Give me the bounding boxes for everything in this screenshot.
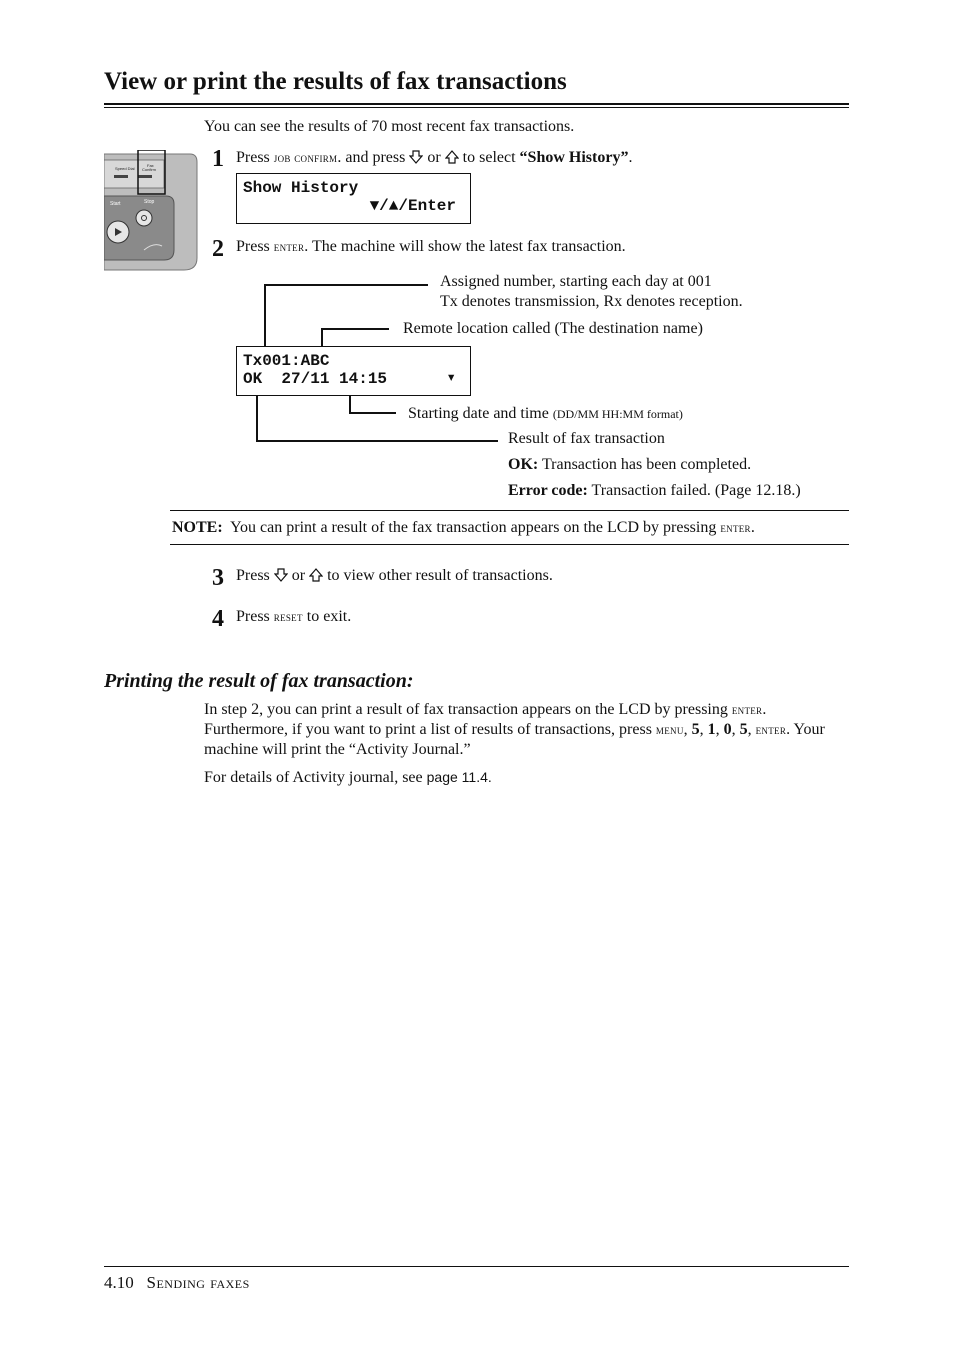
comma: , xyxy=(715,721,720,738)
callout-error xyxy=(508,481,801,501)
digit-1: 1 xyxy=(707,721,716,738)
comma: , xyxy=(699,721,704,738)
callout-ok xyxy=(508,455,801,481)
digit-5b: 5 xyxy=(739,721,748,738)
step-2-press: Press xyxy=(236,238,270,255)
section-heading: Printing the result of fax transaction: xyxy=(104,670,414,692)
section-enter-key-2: enter xyxy=(755,722,787,737)
stop-button-icon xyxy=(136,210,152,226)
note-rule-top xyxy=(170,510,849,511)
lcd-line-2: ▼/▲/Enter xyxy=(369,197,456,215)
scroll-down-arrow-icon xyxy=(274,568,288,582)
reset-key: reset xyxy=(273,609,303,624)
lcd-line-1: Show History xyxy=(243,179,359,197)
step-1-number: 1 xyxy=(212,146,224,172)
section-enter-key: enter xyxy=(731,702,763,717)
callout-assigned-line1: Assigned number, starting each day at 001 xyxy=(440,273,712,290)
step-4-text1: to exit. xyxy=(306,608,352,625)
callout-line-remote-h xyxy=(321,328,389,330)
callout-start-text: Starting date and time xyxy=(408,405,549,422)
section-p1-b: . Furthermore, if you want to print a list of results of transactions, press xyxy=(204,701,767,738)
ok-label: OK: xyxy=(508,456,539,473)
step-2-text xyxy=(236,237,626,257)
title-rule-thin xyxy=(104,107,849,108)
lcd-tx-line-2: OK 27/11 14:15 xyxy=(243,370,388,388)
section-paragraph-2 xyxy=(204,767,492,788)
callout-start-format: (DD/MM HH:MM format) xyxy=(552,407,683,421)
callout-result xyxy=(508,429,801,501)
lcd-transaction xyxy=(236,346,471,396)
step-3-text1: to view other result of transactions. xyxy=(327,567,553,584)
callout-line-start-h xyxy=(349,412,396,414)
callout-remote: Remote location called (The destination name) xyxy=(403,320,703,337)
callout-line-result-h xyxy=(256,440,498,442)
scroll-up-arrow-icon xyxy=(309,568,323,582)
comma: , xyxy=(683,721,688,738)
step-4-number: 4 xyxy=(212,606,224,632)
step-2-number: 2 xyxy=(212,236,224,262)
section-p1-a: In step 2, you can print a result of fax transaction appears on the LCD by pressing xyxy=(204,701,728,718)
error-text: Transaction failed. (Page 12.18.) xyxy=(591,482,801,499)
panel-label-speed: Speed Dial xyxy=(115,166,135,171)
scroll-down-arrow-icon xyxy=(409,150,423,164)
show-history-label: “Show History” xyxy=(519,149,629,166)
control-panel-illustration xyxy=(104,150,200,274)
step-1-press: Press xyxy=(236,149,270,166)
note-label: NOTE: xyxy=(172,519,223,536)
comma: , xyxy=(731,721,736,738)
step-3-or: or xyxy=(291,567,306,584)
lcd-down-arrow-icon: ▾ xyxy=(446,369,456,387)
step-4-text xyxy=(236,607,351,627)
callout-assigned xyxy=(440,272,743,312)
step-1-text1: . and press xyxy=(337,149,406,166)
callout-line-start-v xyxy=(349,396,351,413)
lcd-tx-line-1: Tx001:ABC xyxy=(243,352,330,370)
note-rule-bottom xyxy=(170,544,849,545)
panel-label-start: Start xyxy=(110,201,121,207)
section-p1-e: . Your machine will print the “Activity Journal.” xyxy=(204,721,825,758)
callout-start xyxy=(408,404,683,424)
panel-label-confirm: Confirm xyxy=(142,167,157,172)
step-1-text2: to select xyxy=(462,149,516,166)
page-footer xyxy=(104,1273,250,1293)
chapter-name: Sending faxes xyxy=(146,1273,250,1292)
digit-0: 0 xyxy=(723,721,732,738)
digit-5: 5 xyxy=(691,721,700,738)
footer-rule xyxy=(104,1266,849,1267)
panel-label-fax: Fax xyxy=(147,163,154,168)
page-number: 4.10 xyxy=(104,1273,134,1292)
note xyxy=(172,518,755,538)
section-p2-a: For details of Activity journal, see xyxy=(204,769,423,786)
step-1-end: . xyxy=(628,149,633,166)
step-1-or: or xyxy=(427,149,441,166)
callout-line-assigned-h xyxy=(264,284,428,286)
panel-label-stop: Stop xyxy=(144,199,155,205)
callout-result-text: Result of fax transaction xyxy=(508,430,665,447)
callout-line-assigned-v xyxy=(264,284,266,346)
section-paragraph xyxy=(204,700,852,760)
step-3-number: 3 xyxy=(212,565,224,591)
callout-assigned-line2: Tx denotes transmission, Rx denotes reception. xyxy=(440,293,743,310)
note-text: You can print a result of the fax transaction appears on the LCD by pressing xyxy=(230,519,717,536)
error-label: Error code: xyxy=(508,482,588,499)
title-rule xyxy=(104,103,849,105)
step-2-text1: . The machine will show the latest fax transaction. xyxy=(304,238,626,255)
scroll-up-arrow-icon xyxy=(445,150,459,164)
step-3-press: Press xyxy=(236,567,270,584)
intro-text: You can see the results of 70 most recent fax transactions. xyxy=(204,118,575,135)
step-4-press: Press xyxy=(236,608,270,625)
note-enter-key: enter xyxy=(720,520,751,535)
page-reference-link[interactable]: page 11.4. xyxy=(426,769,492,785)
enter-key: enter xyxy=(273,239,305,254)
ok-text: Transaction has been completed. xyxy=(541,456,752,473)
step-1-text xyxy=(236,148,632,168)
section-menu-key: menu xyxy=(655,722,684,737)
job-confirm-key: job confirm xyxy=(273,150,338,165)
callout-line-remote-v xyxy=(321,328,323,346)
comma: , xyxy=(747,721,752,738)
step-3-text xyxy=(236,566,553,586)
page-title: View or print the results of fax transactions xyxy=(104,68,567,95)
lcd-show-history xyxy=(236,173,471,224)
callout-line-result-v xyxy=(256,396,258,441)
note-end: . xyxy=(750,519,755,536)
